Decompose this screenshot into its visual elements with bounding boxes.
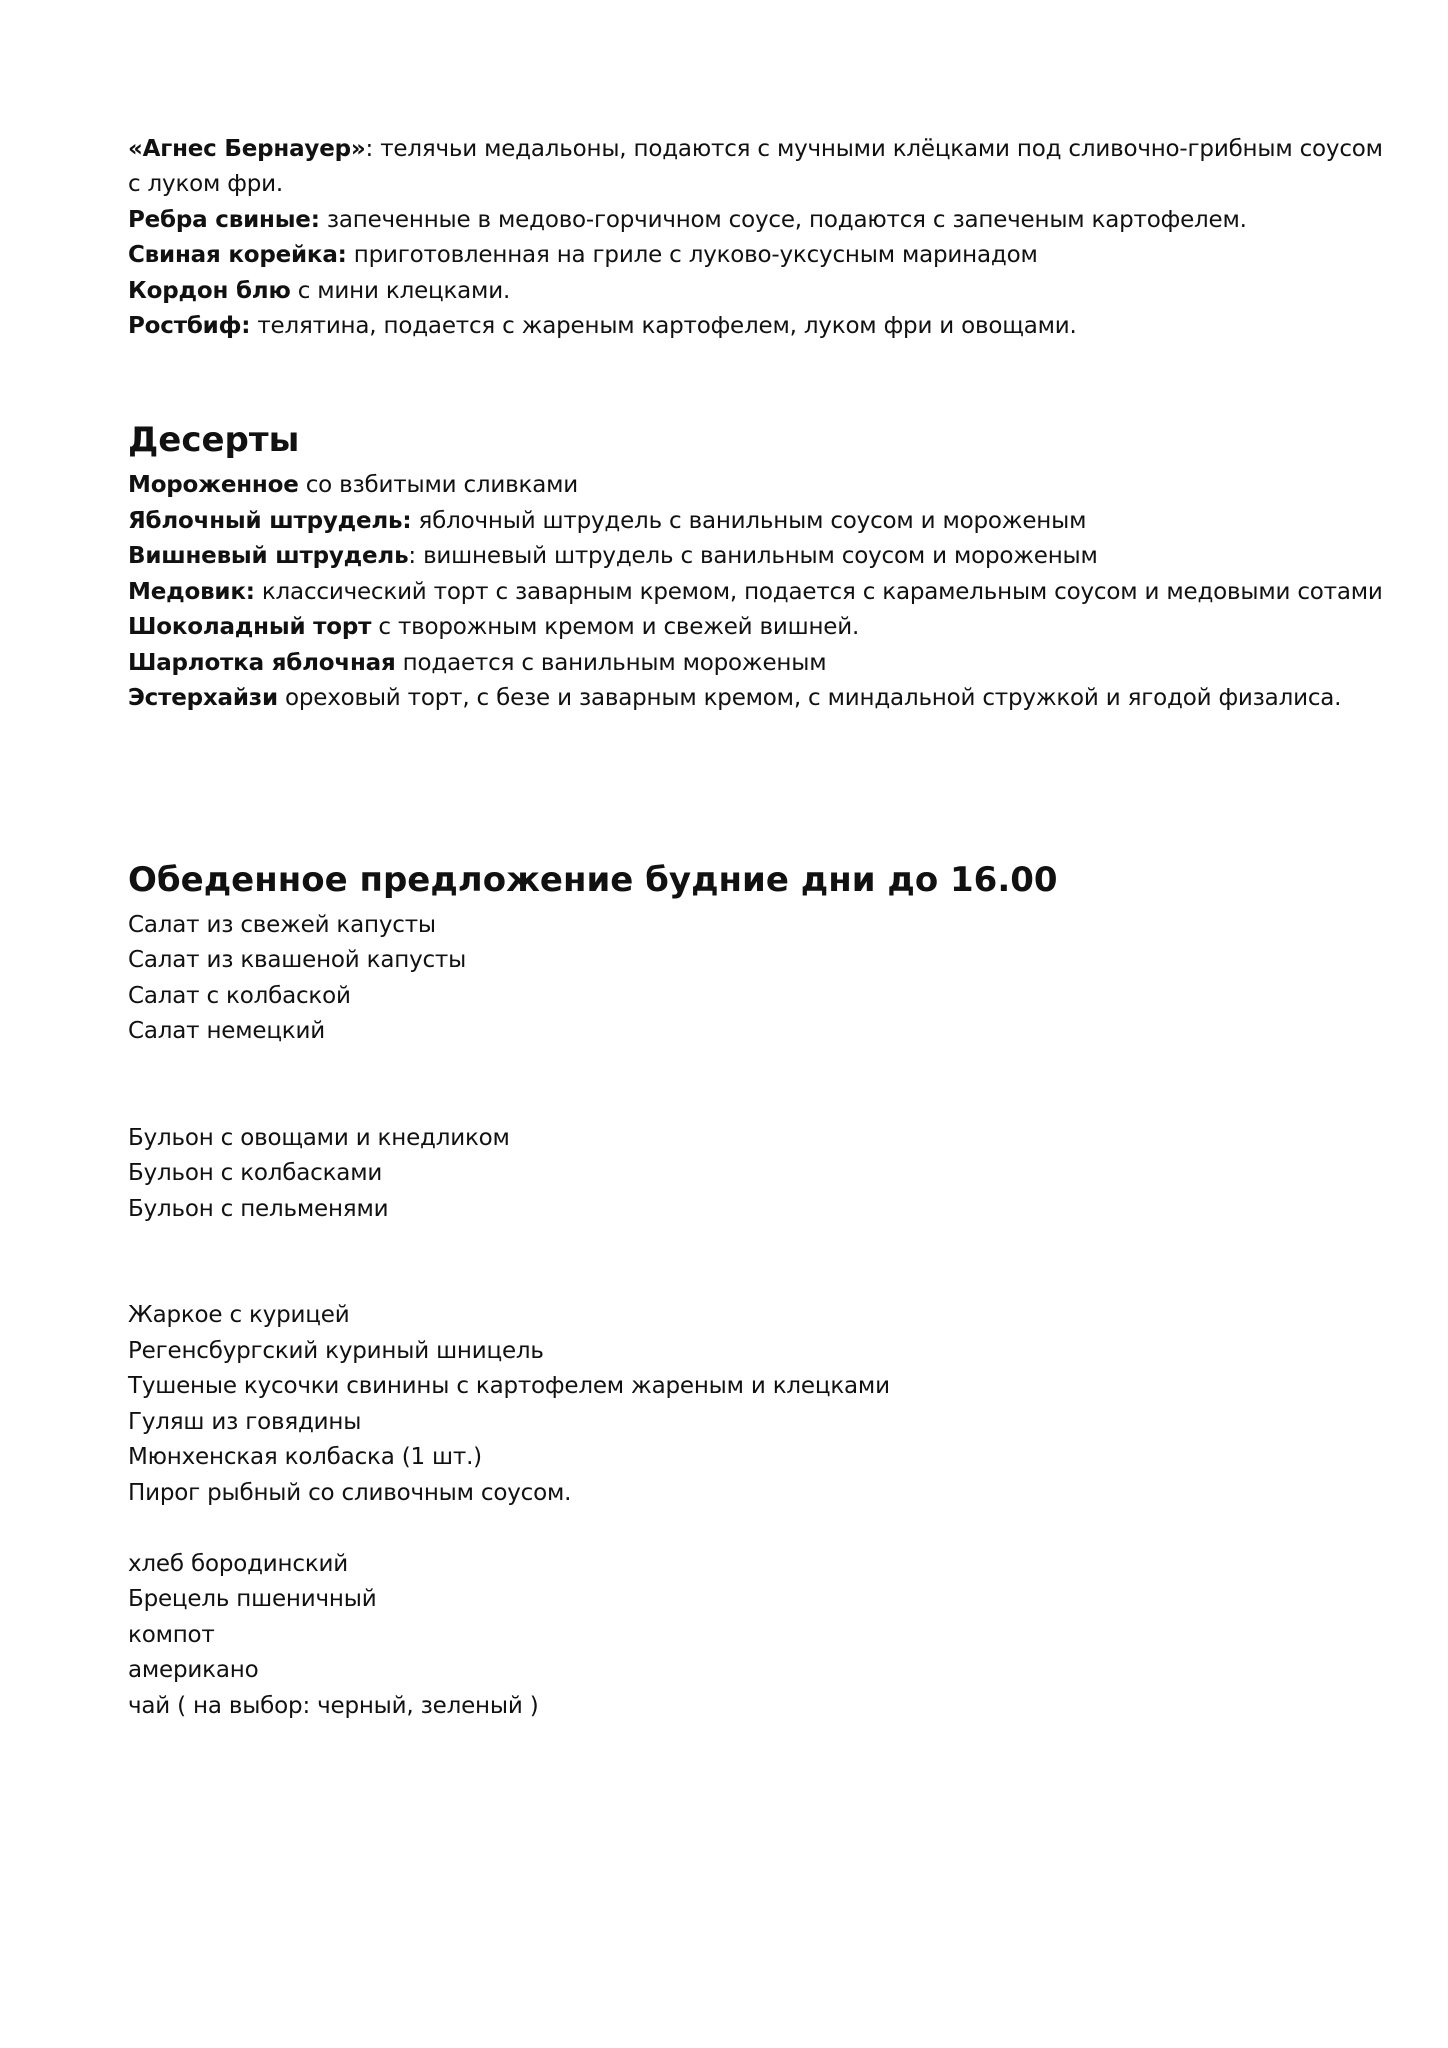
- dish-desc: с луком фри.: [128, 171, 284, 197]
- soup-item: Бульон с пельменями: [128, 1196, 389, 1222]
- dish-desc: классический торт с заварным кремом, подается с карамельным соусом и медовыми сотами: [254, 579, 1383, 605]
- dish-name: Кордон блю: [128, 278, 291, 304]
- extra-item: хлеб бородинский: [128, 1551, 349, 1577]
- dish-desc: запеченные в медово-горчичном соусе, подаются с запеченым картофелем.: [319, 207, 1247, 233]
- dish-desc: яблочный штрудель с ванильным соусом и мороженым: [411, 508, 1087, 534]
- soup-item: Бульон с овощами и кнедликом: [128, 1125, 510, 1151]
- salad-item: Салат из квашеной капусты: [128, 947, 467, 973]
- dish-desc: подается с ванильным мороженым: [395, 650, 827, 676]
- dish-desc: : вишневый штрудель с ванильным соусом и мороженым: [408, 543, 1098, 569]
- dish-desc: со взбитыми сливками: [298, 472, 578, 498]
- menu-item-roastbeef: [128, 311, 1077, 341]
- hot-dish-item: Мюнхенская колбаска (1 шт.): [128, 1444, 482, 1470]
- extra-item: компот: [128, 1622, 215, 1648]
- dish-desc: : телячьи медальоны, подаются с мучными клёцками под сливочно-грибным соусом: [365, 136, 1383, 162]
- menu-item-agnes-cont: [128, 169, 283, 199]
- hot-dish-item: Пирог рыбный со сливочным соусом.: [128, 1480, 572, 1506]
- dish-name: Яблочный штрудель:: [128, 508, 412, 534]
- hot-dish-item: Гуляш из говядины: [128, 1409, 362, 1435]
- dish-desc: телятина, подается с жареным картофелем, луком фри и овощами.: [250, 313, 1077, 339]
- hot-dish-item: Тушеные кусочки свинины с картофелем жареным и клецками: [128, 1373, 890, 1399]
- salad-item: Салат немецкий: [128, 1018, 325, 1044]
- dish-name: Мороженное: [128, 472, 299, 498]
- desserts-heading: Десерты: [128, 420, 300, 460]
- dessert-item: [128, 612, 859, 642]
- dessert-item: [128, 577, 1383, 607]
- dessert-item: [128, 470, 578, 500]
- menu-item-cordon-bleu: [128, 276, 510, 306]
- extra-item: американо: [128, 1657, 259, 1683]
- dish-name: Вишневый штрудель: [128, 543, 409, 569]
- salad-item: Салат из свежей капусты: [128, 912, 436, 938]
- dish-name: Медовик:: [128, 579, 255, 605]
- soup-item: Бульон с колбасками: [128, 1160, 383, 1186]
- lunch-heading: Обеденное предложение будние дни до 16.00: [128, 860, 1058, 900]
- dish-name: «Агнес Бернауер»: [128, 136, 366, 162]
- menu-item-pork-loin: [128, 240, 1038, 270]
- dessert-item: [128, 683, 1341, 713]
- dish-name: Эстерхайзи: [128, 685, 278, 711]
- dessert-item: [128, 541, 1098, 571]
- dish-name: Ростбиф:: [128, 313, 251, 339]
- menu-item-ribs: [128, 205, 1247, 235]
- dish-name: Свиная корейка:: [128, 242, 347, 268]
- dish-desc: с мини клецками.: [290, 278, 511, 304]
- extra-item: Брецель пшеничный: [128, 1586, 377, 1612]
- dish-desc: ореховый торт, с безе и заварным кремом, с миндальной стружкой и ягодой физалиса.: [277, 685, 1342, 711]
- dessert-item: [128, 648, 826, 678]
- dish-desc: приготовленная на гриле с луково-уксусным маринадом: [346, 242, 1038, 268]
- hot-dish-item: Жаркое с курицей: [128, 1302, 350, 1328]
- dish-name: Шарлотка яблочная: [128, 650, 396, 676]
- dish-desc: с творожным кремом и свежей вишней.: [371, 614, 860, 640]
- dessert-item: [128, 506, 1086, 536]
- menu-item-agnes: [128, 134, 1383, 164]
- salad-item: Салат с колбаской: [128, 983, 351, 1009]
- dish-name: Ребра свиные:: [128, 207, 320, 233]
- hot-dish-item: Регенсбургский куриный шницель: [128, 1338, 544, 1364]
- dish-name: Шоколадный торт: [128, 614, 372, 640]
- extra-item: чай ( на выбор: черный, зеленый ): [128, 1693, 539, 1719]
